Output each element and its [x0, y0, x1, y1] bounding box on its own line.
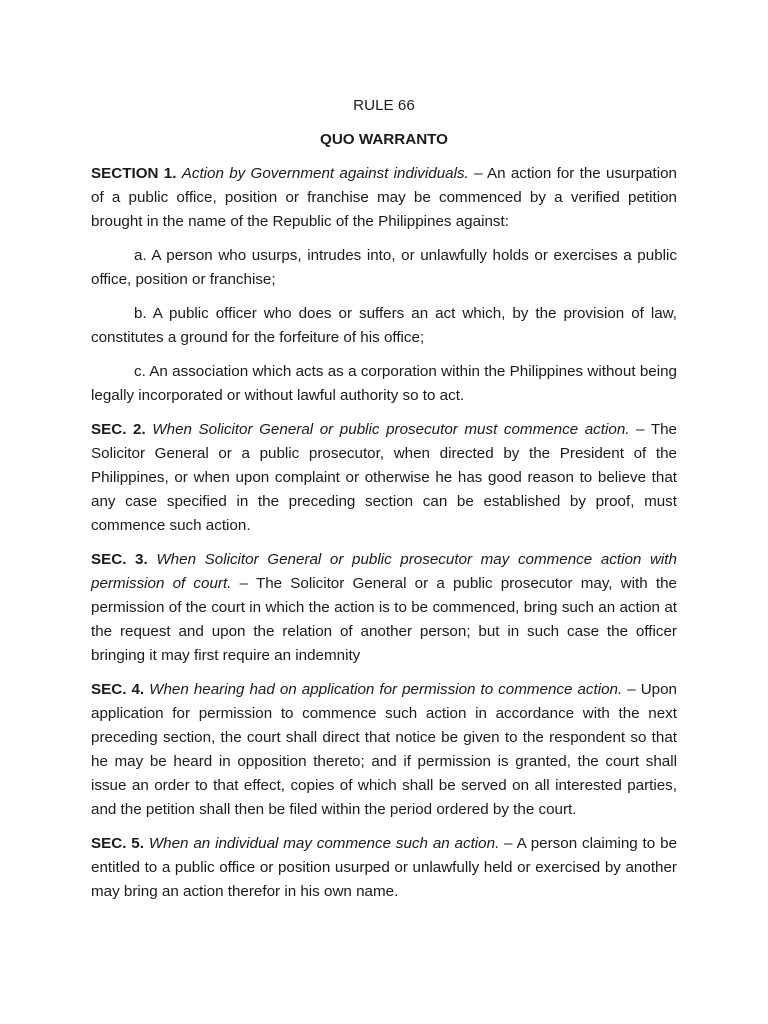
section-4-caption: When hearing had on application for permission to commence action. — [149, 681, 623, 698]
section-1-label: SECTION 1. — [91, 165, 177, 182]
section-1-text: An action for the usurpation of a public office, position or franchise may be commenced by a verified petition brought in the name of the Republic of the Philippines against: — [91, 165, 677, 230]
section-1-item-a: a. A person who usurps, intrudes into, or unlawfully holds or exercises a public office, position or franchise; — [91, 247, 677, 288]
section-2-label: SEC. 2. — [91, 421, 146, 438]
section-5-caption: When an individual may commence such an action. — [148, 835, 500, 852]
section-5-label: SEC. 5. — [91, 835, 144, 852]
section-3-text: The Solicitor General or a public prosecutor may, with the permission of the court in which the action is to be commenced, bring such an action at the request and upon the relation of another person; but in such case the officer bringing it may first require an indemnity — [91, 575, 677, 664]
section-1-caption: Action by Government against individuals. — [181, 165, 469, 182]
section-4-dash: – — [622, 681, 641, 698]
section-3-label: SEC. 3. — [91, 551, 148, 568]
section-3 — [91, 548, 677, 668]
rule-title: QUO WARRANTO — [320, 131, 448, 148]
section-5-text: A person claiming to be entitled to a public office or position usurped or unlawfully held or exercised by another may bring an action therefor in his own name. — [91, 835, 677, 900]
section-5 — [91, 832, 677, 904]
section-2-dash: – — [629, 421, 651, 438]
rule-number: RULE 66 — [353, 97, 415, 114]
section-4-label: SEC. 4. — [91, 681, 145, 698]
section-2-text: The Solicitor General or a public prosecutor, when directed by the President of the Philippines, or when upon complaint or otherwise he has good reason to believe that any case specified in the preceding section can be established by proof, must commence such action. — [91, 421, 677, 534]
section-1-item-c: c. An association which acts as a corporation within the Philippines without being legally incorporated or without lawful authority so to act. — [91, 363, 677, 404]
section-2-caption: When Solicitor General or public prosecutor must commence action. — [152, 421, 630, 438]
section-4 — [91, 678, 677, 822]
section-2 — [91, 418, 677, 538]
section-1 — [91, 162, 677, 234]
section-3-caption: When Solicitor General or public prosecutor may commence action with permission of court. — [91, 551, 677, 592]
document-page — [91, 94, 677, 914]
section-1-dash: – — [468, 165, 487, 182]
section-1-item-b: b. A public officer who does or suffers an act which, by the provision of law, constitutes a ground for the forfeiture of his office; — [91, 305, 677, 346]
section-4-text: Upon application for permission to commence such action in accordance with the next preceding section, the court shall direct that notice be given to the respondent so that he may be heard in opposition thereto; and if permission is granted, the court shall issue an order to that effect, copies of which shall be served on all interested parties, and the petition shall then be filed within the period ordered by the court. — [91, 681, 677, 818]
section-3-dash: – — [231, 575, 256, 592]
section-5-dash: – — [499, 835, 517, 852]
